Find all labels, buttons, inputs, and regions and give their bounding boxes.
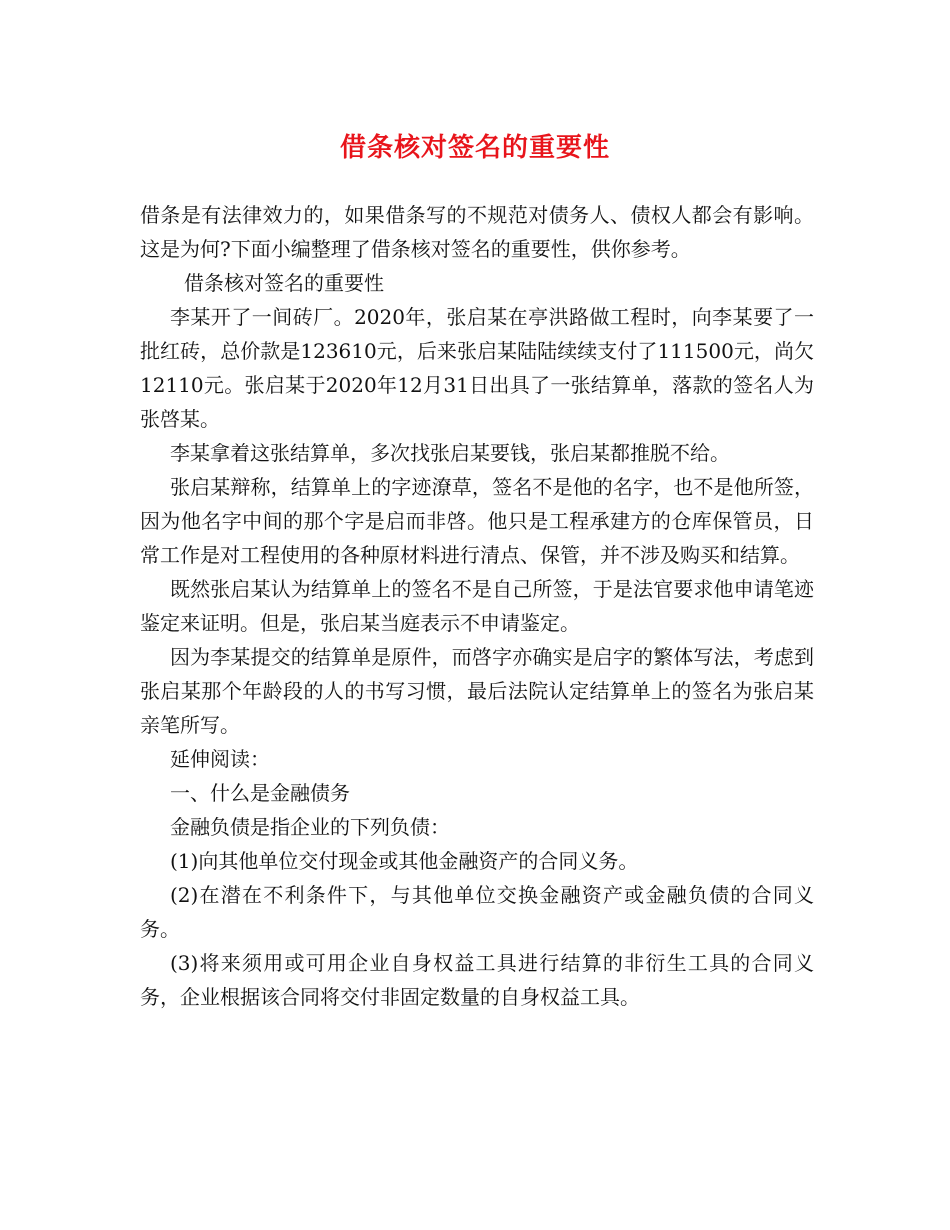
extended-reading-label: 延伸阅读： <box>170 747 270 771</box>
document-title: 借条核对签名的重要性 <box>339 133 610 163</box>
case-paragraph-5: 因为李某提交的结算单是原件，而啓字亦确实是启字的繁体写法，考虑到张启某那个年龄段的人的书写习惯，最后法院认定结算单上的签名为张启某亲笔所写。 <box>140 645 814 737</box>
list-item-2: (2)在潜在不利条件下，与其他单位交换金融资产或金融负债的合同义务。 <box>140 883 814 941</box>
case-paragraph-4: 既然张启某认为结算单上的签名不是自己所签，于是法官要求他申请笔迹鉴定来证明。但是，张启某当庭表示不申请鉴定。 <box>140 577 814 635</box>
list-item-3: (3)将来须用或可用企业自身权益工具进行结算的非衍生工具的合同义务，企业根据该合同将交付非固定数量的自身权益工具。 <box>140 951 814 1009</box>
case-paragraph-3: 张启某辩称，结算单上的字迹潦草，签名不是他的名字，也不是他所签，因为他名字中间的那个字是启而非啓。他只是工程承建方的仓库保管员，日常工作是对工程使用的各种原材料进行清点、保管，并不涉及购买和结算。 <box>140 475 814 567</box>
subheading-financial-debt: 一、什么是金融债务 <box>170 781 350 805</box>
document-body <box>140 198 814 1014</box>
case-paragraph-1: 李某开了一间砖厂。2020年，张启某在亭洪路做工程时，向李某要了一批红砖，总价款是123610元，后来张启某陆陆续续支付了111500元，尚欠12110元。张启某于2020年12月31日出具了一张结算单，落款的签名人为张啓某。 <box>140 305 814 431</box>
case-paragraph-2: 李某拿着这张结算单，多次找张启某要钱，张启某都推脱不给。 <box>170 441 730 465</box>
section-heading: 借条核对签名的重要性 <box>184 271 384 295</box>
intro-paragraph: 借条是有法律效力的，如果借条写的不规范对债务人、债权人都会有影响。这是为何?下面小编整理了借条核对签名的重要性，供你参考。 <box>140 203 814 261</box>
definition-paragraph: 金融负债是指企业的下列负债： <box>170 815 450 839</box>
list-item-1: (1)向其他单位交付现金或其他金融资产的合同义务。 <box>170 849 639 873</box>
